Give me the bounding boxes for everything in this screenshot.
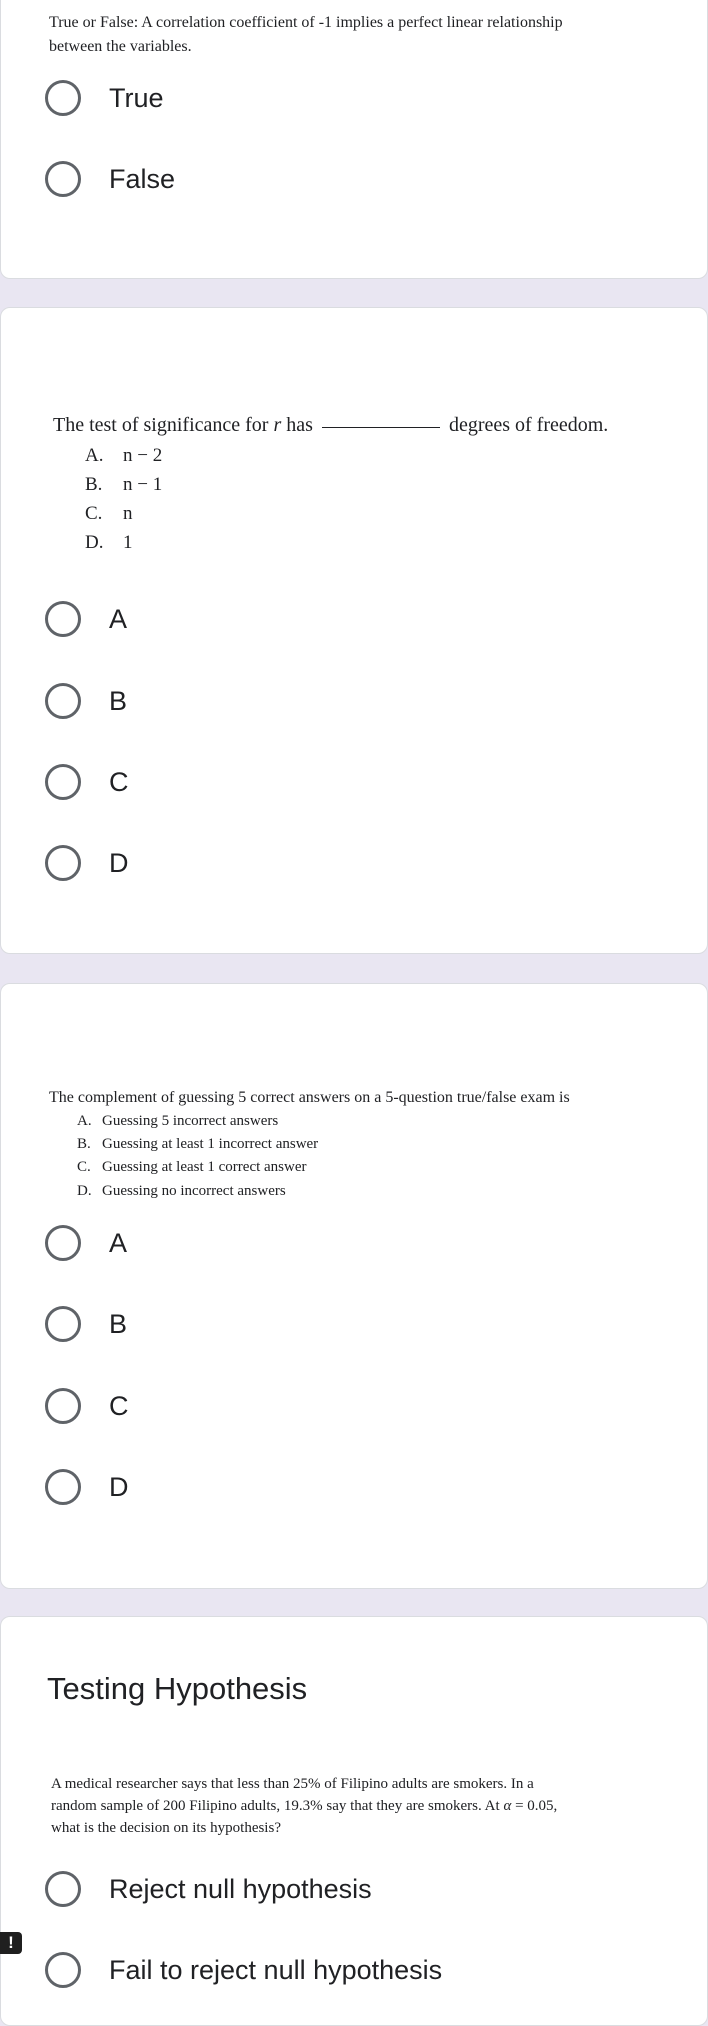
- option-false[interactable]: [45, 154, 685, 204]
- option-label: C: [109, 766, 129, 797]
- section-card: [0, 1616, 708, 2026]
- stem-variable: r: [273, 414, 282, 436]
- choice-text: 1: [123, 532, 133, 553]
- choice-text: Guessing no incorrect answers: [102, 1183, 286, 1199]
- choice-text: Guessing 5 incorrect answers: [102, 1113, 279, 1129]
- option-label: False: [109, 163, 176, 194]
- radio-button[interactable]: [45, 1469, 81, 1505]
- option-d[interactable]: [45, 1462, 685, 1512]
- option-a[interactable]: [45, 1218, 685, 1268]
- option-label: Fail to reject null hypothesis: [109, 1954, 443, 1985]
- choice-letter: C.: [85, 503, 103, 524]
- choice-text: n − 2: [123, 445, 163, 466]
- option-label: Reject null hypothesis: [109, 1873, 372, 1904]
- radio-button[interactable]: [45, 161, 81, 197]
- choice-letter: D.: [85, 532, 104, 553]
- choice-c: [77, 1159, 307, 1176]
- option-label: D: [109, 847, 129, 878]
- question-text: [51, 1773, 557, 1839]
- choice-letter: A.: [77, 1113, 92, 1129]
- radio-button[interactable]: [45, 1952, 81, 1988]
- option-reject-null[interactable]: [45, 1864, 685, 1914]
- question-stem: [53, 414, 608, 437]
- question-card-3: [0, 983, 708, 1589]
- radio-button[interactable]: [45, 601, 81, 637]
- question-text-segment: = 0.05,: [511, 1798, 558, 1814]
- option-label: A: [109, 603, 128, 634]
- radio-button[interactable]: [45, 683, 81, 719]
- question-line3: what is the decision on its hypothesis?: [51, 1820, 281, 1836]
- radio-button[interactable]: [45, 1871, 81, 1907]
- question-text-line2: between the variables.: [49, 38, 192, 55]
- question-text: [49, 11, 563, 59]
- choice-letter: C.: [77, 1159, 91, 1175]
- radio-button[interactable]: [45, 1225, 81, 1261]
- answer-blank: [322, 427, 440, 428]
- choice-text: n − 1: [123, 474, 163, 495]
- radio-button[interactable]: [45, 1306, 81, 1342]
- option-b[interactable]: [45, 1299, 685, 1349]
- question-line2: [51, 1795, 557, 1817]
- question-text-segment: random sample of 200 Filipino adults, 19.3% say that they are smokers. At: [51, 1798, 504, 1814]
- radio-button[interactable]: [45, 80, 81, 116]
- choice-b: [85, 474, 162, 496]
- option-label: A: [109, 1227, 128, 1258]
- option-label: C: [109, 1390, 129, 1421]
- option-fail-to-reject-null[interactable]: [45, 1945, 685, 1995]
- choice-text: n: [123, 503, 133, 524]
- option-label: True: [109, 82, 164, 113]
- choice-letter: B.: [85, 474, 103, 495]
- radio-button[interactable]: [45, 845, 81, 881]
- option-label: B: [109, 1308, 128, 1339]
- choice-letter: A.: [85, 445, 104, 466]
- choice-letter: D.: [77, 1183, 92, 1199]
- choice-b: [77, 1136, 318, 1153]
- option-label: D: [109, 1471, 129, 1502]
- choice-d: [77, 1183, 286, 1200]
- question-line1: A medical researcher says that less than 25% of Filipino adults are smokers. In a: [51, 1776, 534, 1792]
- question-card-2: [0, 307, 708, 954]
- choice-a: [77, 1113, 278, 1130]
- choice-letter: B.: [77, 1136, 91, 1152]
- option-d[interactable]: [45, 838, 685, 888]
- alpha-symbol: α: [503, 1798, 512, 1814]
- question-card-1: [0, 0, 708, 279]
- stem-text: The test of significance for: [53, 414, 274, 436]
- option-b[interactable]: [45, 676, 685, 726]
- question-stem: The complement of guessing 5 correct answers on a 5-question true/false exam is: [49, 1089, 570, 1106]
- option-c[interactable]: [45, 757, 685, 807]
- option-c[interactable]: [45, 1381, 685, 1431]
- option-true[interactable]: [45, 73, 685, 123]
- choice-text: Guessing at least 1 correct answer: [102, 1159, 307, 1175]
- choice-c: [85, 503, 133, 525]
- radio-button[interactable]: [45, 764, 81, 800]
- alert-icon: !: [0, 1932, 22, 1954]
- section-title: Testing Hypothesis: [47, 1671, 308, 1706]
- radio-button[interactable]: [45, 1388, 81, 1424]
- stem-text: degrees of freedom.: [443, 414, 609, 436]
- question-text-line1: True or False: A correlation coefficient of -1 implies a perfect linear relationship: [49, 14, 563, 31]
- choice-d: [85, 532, 133, 554]
- option-a[interactable]: [45, 594, 685, 644]
- choice-a: [85, 445, 162, 467]
- option-label: B: [109, 685, 128, 716]
- stem-text: has: [281, 414, 318, 436]
- choice-text: Guessing at least 1 incorrect answer: [102, 1136, 319, 1152]
